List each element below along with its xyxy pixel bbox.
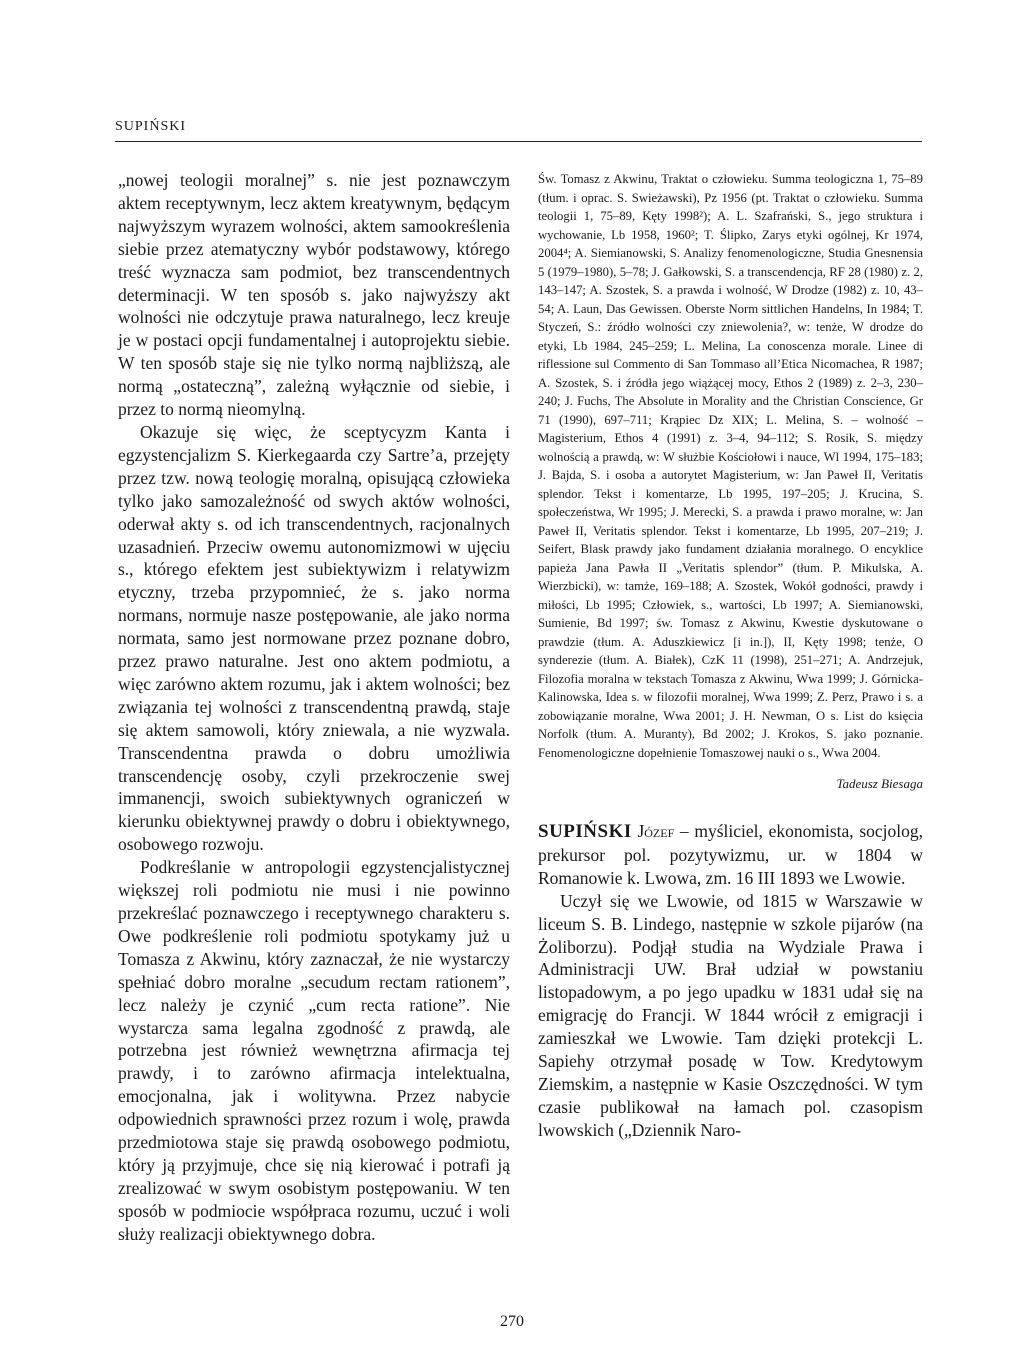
entry-intro-text: – myśliciel, ekonomista, socjolog, prekursor pol. pozytywizmu, ur. w 1804 w Romanowie k. Lwowa, zm. 16 III 1893 we Lwowie. bbox=[538, 821, 924, 888]
article-author: Tadeusz Biesaga bbox=[836, 776, 923, 791]
left-paragraph-2: Okazuje się więc, że sceptycyzm Kanta i egzystencjalizm S. Kierkegaarda czy Sartre’a, przejęty przez tzw. nową teologię moralną, opisującą człowieka tylko jako samozależność od swych aktów wolności, oderwał akty s. od ich transcendentnych, racjonalnych uzasadnień. Przeciw owemu autonomizmowi w ujęciu s., którego efektem jest subiektywizm i relatywizm etyczny, trzeba przypomnieć, że s. jako norma normans, normuje nasze postępowanie, ale jako norma normata, samo jest normowane przez poznane dobro, przez prawo naturalne. Jest ono aktem podmiotu, a więc zarówno aktem rozumu, jak i aktem wolności; bez związania tej wolności z transcendentną prawdą, staje się aktem samowoli, który zniewala, a nie wyzwala. Transcendentna prawda o dobru umożliwia transcendencję osoby, czyli przekroczenie swej immanencji, swoich subiektywnych ograniczeń w kierunku obiektywnej prawdy o dobru i obiektywnego, osobowego rozwoju. bbox=[118, 421, 510, 855]
left-column bbox=[118, 169, 510, 1246]
running-header bbox=[115, 119, 922, 142]
entry-paragraph: Uczył się we Lwowie, od 1815 w Warszawie w liceum S. B. Lindego, następnie w szkole pijarów (na Żoliborzu). Podjął studia na Wydziale Prawa i Administracji UW. Brał udział w powstaniu listopadowym, a po jego upadku w 1831 udał się na emigrację do Francji. W 1844 wrócił z emigracji i zamieszkał we Lwowie. Tam dzięki protekcji L. Sapiehy otrzymał posadę w Tow. Kredytowym Ziemskim, a następnie w Kasie Oszczędności. W tym czasie publikował na łamach pol. czasopism lwowskich („Dziennik Naro- bbox=[538, 890, 923, 1140]
entry-first-name: Józef bbox=[637, 821, 675, 841]
encyclopedia-entry bbox=[538, 820, 923, 1142]
left-paragraph-1: „nowej teologii moralnej” s. nie jest poznawczym aktem receptywnym, lecz aktem kreatywnym, będącym najwyższym wyrazem wolności, aktem samookreślenia siebie przez atematyczny wybór podstawowy, którego treść wyznacza sam podmiot, bez transcendentnych determinacji. W ten sposób s. jako najwyższy akt wolności nie odczytuje prawa naturalnego, lecz kreuje je w postaci opcji fundamentalnej i autoprojektu siebie. W ten sposób staje się nie tylko normą najbliższą, ale normą „ostateczną”, zależną wyłącznie od siebie, i przez to normą nieomylną. bbox=[118, 170, 510, 420]
running-title: SUPIŃSKI bbox=[115, 119, 187, 134]
left-paragraph-3: Podkreślanie w antropologii egzystencjalistycznej większej roli podmiotu nie musi i nie powinno przekreślać poznawczego i receptywnego charakteru s. Owe podkreślenie roli podmiotu spotykamy już u Tomasza z Akwinu, który zaznaczał, że nie wystarczy spełniać dobro moralne „secudum rectam rationem”, lecz należy je czynić „cum recta ratione”. Nie wystarcza sama legalna zgodność z prawdą, ale potrzebna jest również wewnętrzna afirmacja tej prawdy, i to zarówno afirmacja intelektualna, emocjonalna, jak i wolitywna. Przez nabycie odpowiednich sprawności przez rozum i wolę, prawda przedmiotowa staje się prawdą osobowego podmiotu, który ją przyjmuje, chce się nią kierować i potrafi ją zrealizować w swym osobistym postępowaniu. W ten sposób w podmiocie współpraca rozumu, uczuć i woli służy realizacji obiektywnego dobra. bbox=[118, 857, 510, 1244]
right-column bbox=[538, 170, 923, 1142]
entry-intro bbox=[538, 820, 923, 890]
bibliography: Św. Tomasz z Akwinu, Traktat o człowieku. Summa teologiczna 1, 75–89 (tłum. i oprac. S. Swieżawski), Pz 1956 (pt. Traktat o człowieku. Summa teologii 1, 75–89, Kęty 1998²); A. L. Szafrański, S., jego struktura i wychowanie, Lb 1958, 1960²; T. Ślipko, Zarys etyki ogólnej, Kr 1974, 2004⁴; A. Siemianowski, S. Analizy fenomenologiczne, Studia Gnesnensia 5 (1979–1980), 5–78; J. Gałkowski, S. a transcendencja, RF 28 (1980) z. 2, 143–147; A. Szostek, S. a prawda i wolność, W Drodze (1982) z. 10, 43–54; A. Laun, Das Gewissen. Oberste Norm sittlichen Handelns, In 1984; T. Styczeń, S.: źródło wolności czy zniewolenia?, w: tenże, W drodze do etyki, Lb 1984, 245–259; L. Melina, La conoscenza morale. Linee di riflessione sul Commento di San Tommaso all’Etica Nicomachea, R 1987; A. Szostek, S. i źródła jego wiążącej mocy, Ethos 2 (1989) z. 2–3, 230–240; J. Fuchs, The Absolute in Morality and the Christian Conscience, Gr 71 (1990), 697–711; Krąpiec Dz XIX; L. Melina, S. – wolność – Magisterium, Ethos 4 (1991) z. 3–4, 94–112; S. Rosik, S. między wolnością a prawdą, w: W służbie Kościołowi i nauce, Wl 1994, 175–183; J. Bajda, S. i osoba a autorytet Magisterium, w: Jan Paweł II, Veritatis splendor. Tekst i komentarze, Lb 1995, 197–205; J. Krucina, S. społeczeństwa, Wr 1995; J. Merecki, S. a prawda i prawo moralne, w: Jan Paweł II, Veritatis splendor. Tekst i komentarze, Lb 1995, 207–219; J. Seifert, Blask prawdy jako fundament działania moralnego. O encyklice papieża Jana Pawła II „Veritatis splendor” (tłum. P. Mikulska, A. Wierzbicki), w: tamże, 169–188; A. Szostek, Wokół godności, prawdy i miłości, Lb 1995; Człowiek, s., wartości, Lb 1997; A. Siemianowski, Sumienie, Bd 1997; św. Tomasz z Akwinu, Kwestie dyskutowane o prawdzie (tłum. A. Aduszkiewicz [i in.]), II, Kęty 1998; tenże, O synderezie (tłum. A. Białek), CzK 11 (1998), 251–271; A. Andrzejuk, Filozofia moralna w tekstach Tomasza z Akwinu, Wwa 1999; J. Górnicka-Kalinowska, Idea s. w filozofii moralnej, Wwa 1999; Z. Perz, Prawo i s. a zobowiązanie moralne, Wwa 2001; J. H. Newman, O s. List do księcia Norfolk (tłum. A. Muranty), Bd 2002; J. Krokos, S. jako poznanie. Fenomenologiczne dopełnienie Tomaszowej nauki o s., Wwa 2004. bbox=[538, 172, 923, 760]
entry-headword: SUPIŃSKI bbox=[538, 821, 632, 842]
page-number: 270 bbox=[500, 1313, 524, 1330]
